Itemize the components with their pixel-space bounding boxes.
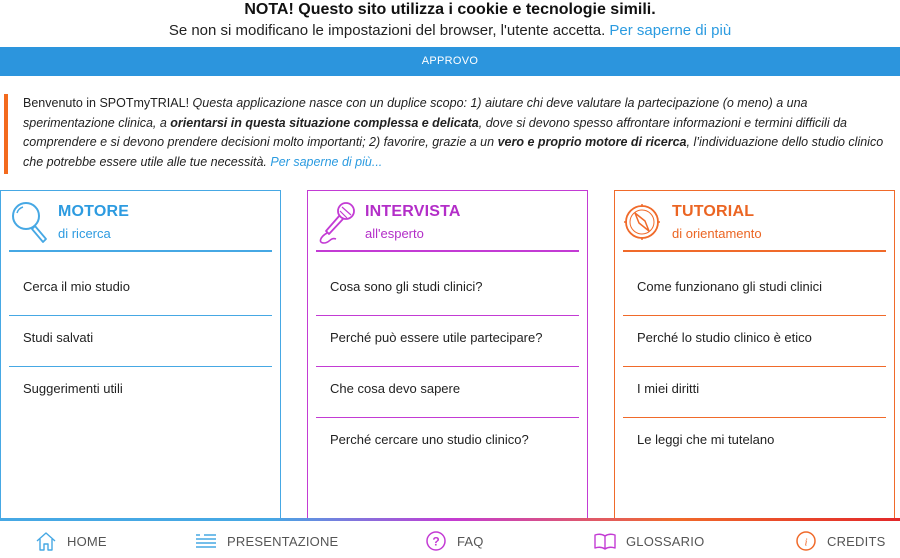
nav-credits-label: CREDITS	[827, 533, 886, 549]
intro-welcome: Benvenuto in SPOTmyTRIAL!	[23, 96, 190, 110]
cookie-text	[0, 20, 900, 42]
card-tutorial	[614, 190, 895, 520]
info-icon	[795, 530, 817, 552]
compass-icon	[623, 199, 663, 245]
list-item[interactable]: Studi salvati	[9, 316, 272, 367]
card-intervista	[307, 190, 588, 520]
list-item[interactable]: Cosa sono gli studi clinici?	[316, 265, 579, 316]
text-lines-icon	[195, 530, 217, 552]
card-motore-list	[9, 265, 272, 418]
nav-glossario[interactable]	[594, 528, 704, 554]
nav-credits[interactable]	[795, 528, 885, 554]
card-intervista-title: INTERVISTA	[365, 203, 461, 220]
intro-bold-1: orientarsi in questa situazione complessa e delicata	[170, 115, 479, 130]
list-item[interactable]: Le leggi che mi tutelano	[637, 432, 775, 447]
list-item[interactable]: Come funzionano gli studi clinici	[623, 265, 886, 316]
approve-button[interactable]: APPROVO	[0, 47, 900, 76]
intro-body-2: , dove si devono spesso affrontare informazioni e termini difficili da comprendere e si devono prendere decisioni molto importanti; 2) favorire, grazie a un	[23, 115, 847, 149]
card-motore-title: MOTORE	[58, 203, 130, 220]
card-intervista-list	[316, 265, 579, 469]
nav-presentazione-label: PRESENTAZIONE	[227, 533, 339, 549]
list-item[interactable]: Suggerimenti utili	[23, 381, 123, 396]
cookie-more-link[interactable]: Per saperne di più	[609, 22, 732, 39]
card-intervista-header[interactable]	[316, 191, 579, 252]
card-tutorial-list	[623, 265, 886, 469]
question-icon	[425, 530, 447, 552]
magnifier-icon	[9, 199, 49, 245]
card-tutorial-header[interactable]	[623, 191, 886, 252]
cookie-banner	[0, 0, 900, 46]
nav-faq[interactable]	[425, 528, 484, 554]
list-item[interactable]: Perché cercare uno studio clinico?	[330, 432, 529, 447]
list-item[interactable]: I miei diritti	[623, 367, 886, 418]
list-item[interactable]: Perché può essere utile partecipare?	[316, 316, 579, 367]
card-motore	[0, 190, 281, 520]
nav-glossario-label: GLOSSARIO	[626, 533, 705, 549]
nav-home[interactable]	[35, 528, 107, 554]
nav-faq-label: FAQ	[457, 533, 484, 549]
card-tutorial-subtitle: di orientamento	[672, 226, 762, 241]
intro-body-3: , l’individuazione dello studio clinico che potrebbe essere utile alle tue necessità.	[23, 135, 884, 169]
nav-gradient-divider	[0, 518, 900, 521]
home-icon	[35, 530, 57, 552]
intro-bold-2: vero e proprio motore di ricerca	[497, 135, 687, 149]
nav-home-label: HOME	[67, 533, 107, 549]
cookie-text-body: Se non si modificano le impostazioni del browser, l'utente accetta.	[168, 22, 606, 39]
cookie-title: NOTA! Questo sito utilizza i cookie e tecnologie simili.	[244, 1, 656, 18]
card-motore-subtitle: di ricerca	[58, 226, 111, 241]
intro-text	[4, 94, 884, 174]
list-item[interactable]: Cerca il mio studio	[9, 265, 272, 316]
card-motore-header[interactable]	[9, 191, 272, 252]
card-intervista-subtitle: all'esperto	[365, 226, 424, 241]
card-tutorial-title: TUTORIAL	[672, 203, 755, 220]
bottom-nav	[0, 522, 900, 558]
list-item[interactable]: Che cosa devo sapere	[316, 367, 579, 418]
list-item[interactable]: Perché lo studio clinico è etico	[623, 316, 886, 367]
nav-presentazione[interactable]	[195, 528, 338, 554]
microphone-icon	[316, 199, 356, 245]
svg-text:?: ?	[432, 534, 440, 549]
svg-text:i: i	[804, 536, 808, 549]
intro-body-1: Questa applicazione nasce con un duplice scopo: 1) aiutare chi deve valutare la partecipazione (o meno) a una sperimentazione clinica, a	[23, 96, 808, 130]
intro-more-link[interactable]: Per saperne di più...	[270, 154, 383, 169]
book-icon	[594, 530, 616, 552]
